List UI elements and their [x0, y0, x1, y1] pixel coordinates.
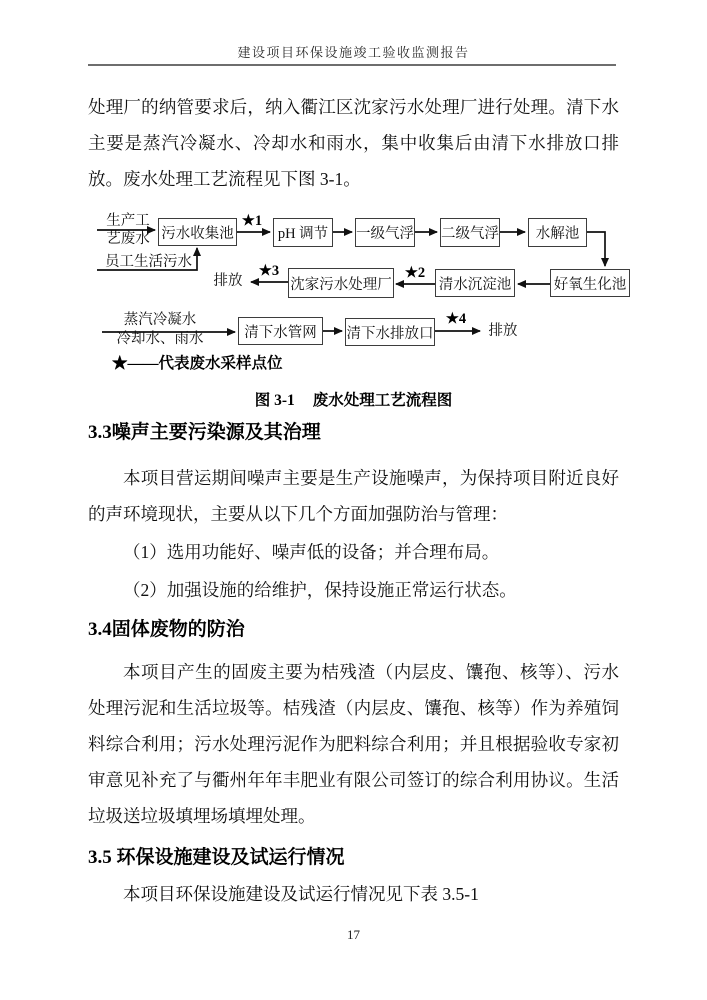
input-label-staff-sewage: 员工生活污水: [105, 254, 192, 270]
intro-paragraph: 处理厂的纳管要求后，纳入衢江区沈家污水处理厂进行处理。清下水主要是蒸汽冷凝水、冷却水和雨水，集中收集后由清下水排放口排放。废水处理工艺流程见下图 3-1。: [88, 97, 619, 189]
flow-box-shenjia-plant: 沈家污水处理厂: [288, 268, 394, 298]
flow-box-hydrolysis-pool: 水解池: [528, 218, 587, 247]
discharge-label-sewage: 排放: [213, 273, 243, 289]
sampling-point-star-4: ★4: [445, 311, 467, 327]
flow-box-flotation-1: 一级气浮: [355, 218, 415, 247]
noise-measure-item-2: （2）加强设施的给维护，保持设施正常运行状态。: [123, 580, 517, 600]
sampling-point-star-3: ★3: [258, 263, 280, 279]
section-3-4-paragraph: 本项目产生的固废主要为桔残渣（内层皮、馕孢、核等）、污水处理污泥和生活垃圾等。桔残渣（内层皮、馕孢、核等）作为养殖饲料综合利用；污水处理污泥作为肥料综合利用；并且根据验收专家初审意见补充了与衢州年年丰肥业有限公司签订的综合利用协议。生活垃圾送垃圾填埋场填埋处理。: [88, 662, 619, 826]
section-heading-3-3: 3.3噪声主要污染源及其治理: [88, 422, 321, 443]
section-3-5-paragraph: 本项目环保设施建设及试运行情况见下表 3.5-1: [123, 884, 479, 904]
noise-measure-item-1: （1）选用功能好、噪声低的设备；并合理布局。: [123, 542, 500, 562]
flow-box-sedimentation-pool: 清水沉淀池: [435, 269, 515, 297]
figure-caption: [0, 388, 707, 410]
flow-box-collection-pool: 污水收集池: [158, 218, 237, 246]
input-label-production-wastewater: 生产工 艺废水: [106, 213, 150, 247]
flow-box-clean-water-outfall: 清下水排放口: [345, 318, 435, 346]
flow-box-clean-water-pipe: 清下水管网: [238, 317, 323, 345]
flow-box-ph-adjust: pH 调节: [273, 218, 333, 247]
discharge-label-clean: 排放: [488, 323, 518, 339]
input-label-clean-water: 蒸汽冷凝水 冷却水、雨水: [116, 312, 204, 347]
page-number: 17: [347, 927, 360, 942]
section-heading-3-4: 3.4固体废物的防治: [88, 619, 245, 640]
flowchart-legend: ★——代表废水采样点位: [112, 355, 283, 372]
section-heading-3-5: 3.5 环保设施建设及试运行情况: [88, 847, 345, 868]
figure-caption-title: 废水处理工艺流程图: [312, 392, 453, 409]
sampling-point-star-1: ★1: [241, 213, 263, 229]
flow-box-flotation-2: 二级气浮: [440, 218, 500, 247]
wastewater-flowchart: [85, 200, 645, 378]
page-header-title: 建设项目环保设施竣工验收监测报告: [237, 45, 470, 60]
sampling-point-star-2: ★2: [404, 265, 426, 281]
section-3-3-paragraph: 本项目营运期间噪声主要是生产设施噪声，为保持项目附近良好的声环境现状，主要从以下几个方面加强防治与管理：: [88, 468, 619, 524]
figure-caption-label: 图 3-1: [254, 392, 295, 409]
header-rule: [88, 64, 616, 66]
flow-box-aerobic-pool: 好氧生化池: [550, 269, 630, 297]
